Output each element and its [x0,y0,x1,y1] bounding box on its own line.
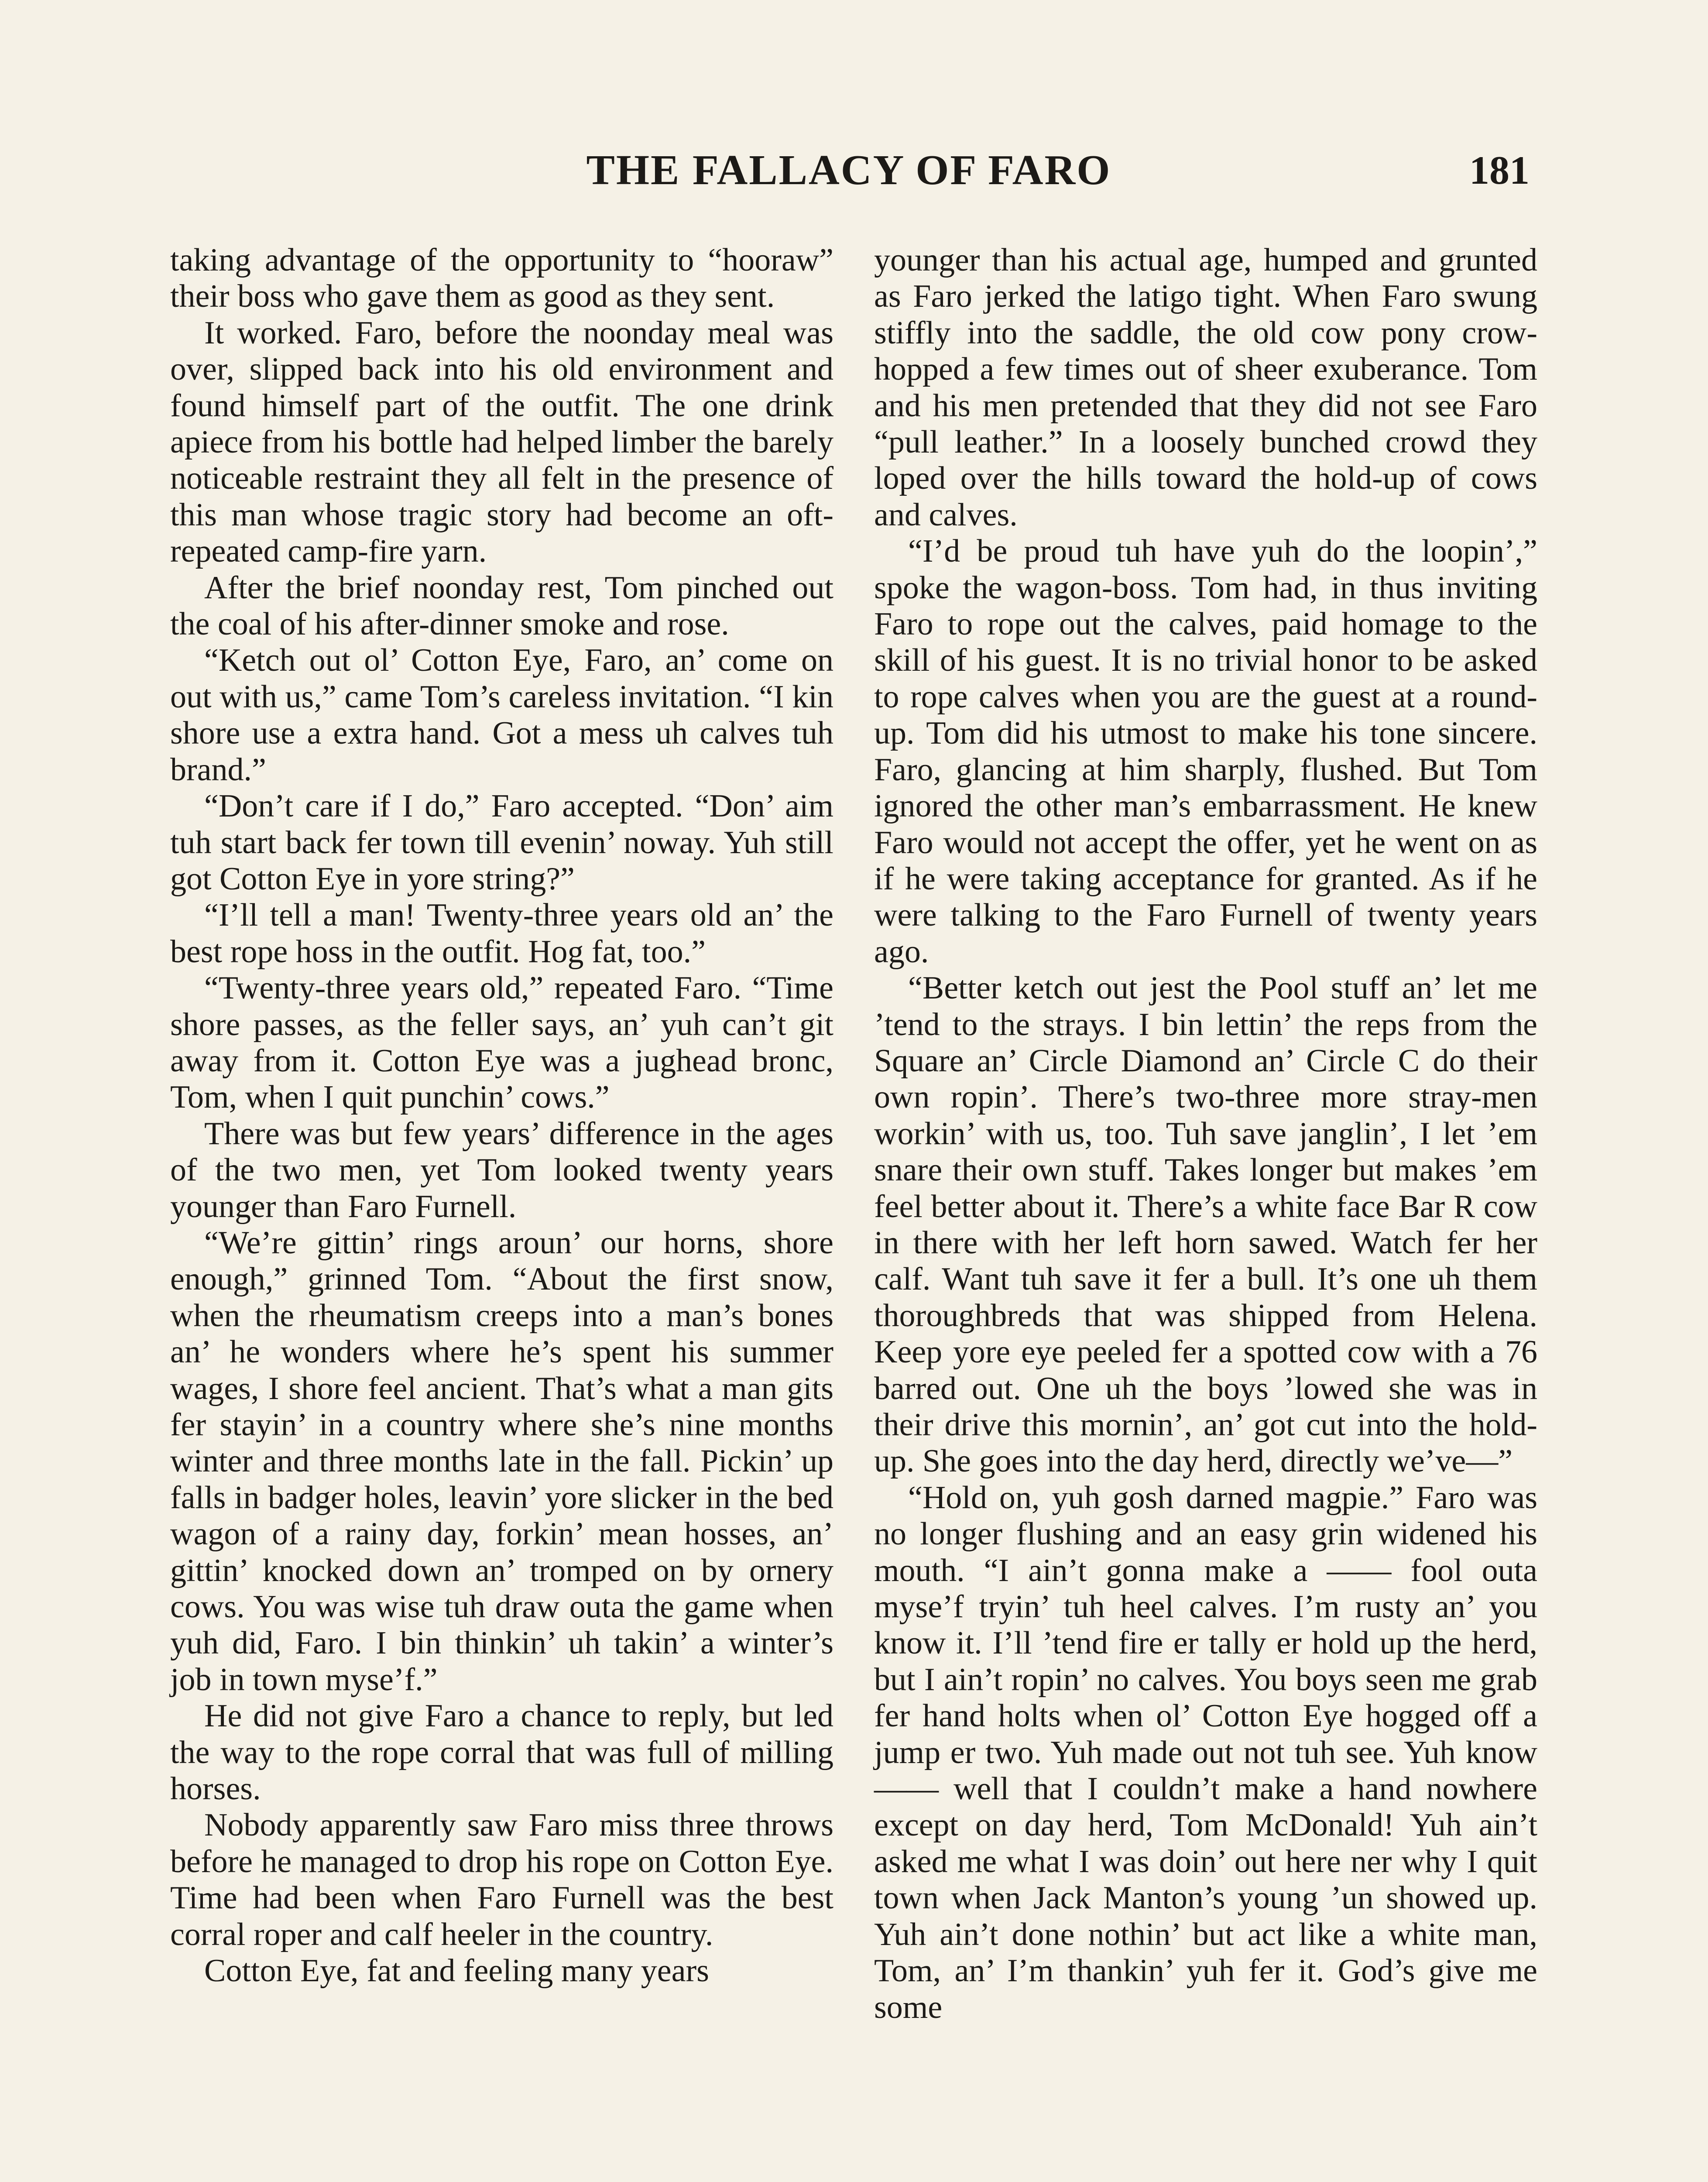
paragraph: “Twenty-three years old,” repeated Faro. “Time shore passes, as the feller says, an’ yuh can’t git away from it. Cotton Eye was a jughead bronc, Tom, when I quit punchin’ cows.” [170,970,833,1115]
paragraph: “I’ll tell a man! Twenty-three years old an’ the best rope hoss in the outfit. Hog fat, too.” [170,897,833,970]
paragraph: It worked. Faro, before the noonday meal was over, slipped back into his old environment and found himself part of the outfit. The one drink apiece from his bottle had helped limber the barely noticeable restraint they all felt in the presence of this man whose tragic story had become an oft-repeated camp-fire yarn. [170,315,833,570]
right-column [874,242,1537,2026]
paragraph: “Don’t care if I do,” Faro accepted. “Don’ aim tuh start back fer town till evenin’ noway. Yuh still got Cotton Eye in yore string?” [170,788,833,897]
paragraph: After the brief noonday rest, Tom pinched out the coal of his after-dinner smoke and rose. [170,570,833,642]
paragraph: “We’re gittin’ rings aroun’ our horns, shore enough,” grinned Tom. “About the first snow, when the rheumatism creeps into a man’s bones an’ he wonders where he’s spent his summer wages, I shore feel ancient. That’s what a man gits fer stayin’ in a country where she’s nine months winter and three months late in the fall. Pickin’ up falls in badger holes, leavin’ yore slicker in the bed wagon of a rainy day, forkin’ mean hosses, an’ gittin’ knocked down an’ tromped on by ornery cows. You was wise tuh draw outa the game when yuh did, Faro. I bin thinkin’ uh takin’ a winter’s job in town myse’f.” [170,1225,833,1698]
paragraph: He did not give Faro a chance to reply, but led the way to the rope corral that was full of milling horses. [170,1698,833,1807]
left-column [170,242,833,1990]
page-number: 181 [1469,148,1530,192]
paragraph: “Hold on, yuh gosh darned magpie.” Faro was no longer flushing and an easy grin widened his mouth. “I ain’t gonna make a —— fool outa myse’f tryin’ tuh heel calves. I’m rusty an’ you know it. I’ll ’tend fire er tally er hold up the herd, but I ain’t ropin’ no calves. You boys seen me grab fer hand holts when ol’ Cotton Eye hogged off a jump er two. Yuh made out not tuh see. Yuh know —— well that I couldn’t make a hand nowhere except on day herd, Tom McDonald! Yuh ain’t asked me what I was doin’ out here ner why I quit town when Jack Manton’s young ’un showed up. Yuh ain’t done nothin’ but act like a white man, Tom, an’ I’m thankin’ yuh fer it. God’s give me some [874,1479,1537,2025]
paragraph: “Ketch out ol’ Cotton Eye, Faro, an’ come on out with us,” came Tom’s careless invitation. “I kin shore use a extra hand. Got a mess uh calves tuh brand.” [170,642,833,788]
paragraph: “I’d be proud tuh have yuh do the loopin’,” spoke the wagon-boss. Tom had, in thus inviting Faro to rope out the calves, paid homage to the skill of his guest. It is no trivial honor to be asked to rope calves when you are the guest at a round-up. Tom did his utmost to make his tone sincere. Faro, glancing at him sharply, flushed. But Tom ignored the other man’s embarrassment. He knew Faro would not accept the offer, yet he went on as if he were taking acceptance for granted. As if he were talking to the Faro Furnell of twenty years ago. [874,533,1537,970]
running-title: THE FALLACY OF FARO [586,147,1111,194]
paragraph: Nobody apparently saw Faro miss three throws before he managed to drop his rope on Cotton Eye. Time had been when Faro Furnell was the best corral roper and calf heeler in the country. [170,1807,833,1952]
paragraph: taking advantage of the opportunity to “hooraw” their boss who gave them as good as they sent. [170,242,833,315]
paragraph: younger than his actual age, humped and grunted as Faro jerked the latigo tight. When Faro swung stiffly into the saddle, the old cow pony crow-hopped a few times out of sheer exuberance. Tom and his men pretended that they did not see Faro “pull leather.” In a loosely bunched crowd they loped over the hills toward the hold-up of cows and calves. [874,242,1537,533]
paragraph: Cotton Eye, fat and feeling many years [204,1953,709,1989]
paragraph: There was but few years’ difference in the ages of the two men, yet Tom looked twenty years younger than Faro Furnell. [170,1115,833,1225]
page-header [168,135,1530,205]
paragraph: “Better ketch out jest the Pool stuff an’ let me ’tend to the strays. I bin lettin’ the reps from the Square an’ Circle Diamond an’ Circle C do their own ropin’. There’s two-three more stray-men workin’ with us, too. Tuh save janglin’, I let ’em snare their own stuff. Takes longer but makes ’em feel better about it. There’s a white face Bar R cow in there with her left horn sawed. Watch fer her calf. Want tuh save it fer a bull. It’s one uh them thoroughbreds that was shipped from Helena. Keep yore eye peeled fer a spotted cow with a 76 barred out. One uh the boys ’lowed she was in their drive this mornin’, an’ got cut into the hold-up. She goes into the day herd, directly we’ve—” [874,970,1537,1479]
